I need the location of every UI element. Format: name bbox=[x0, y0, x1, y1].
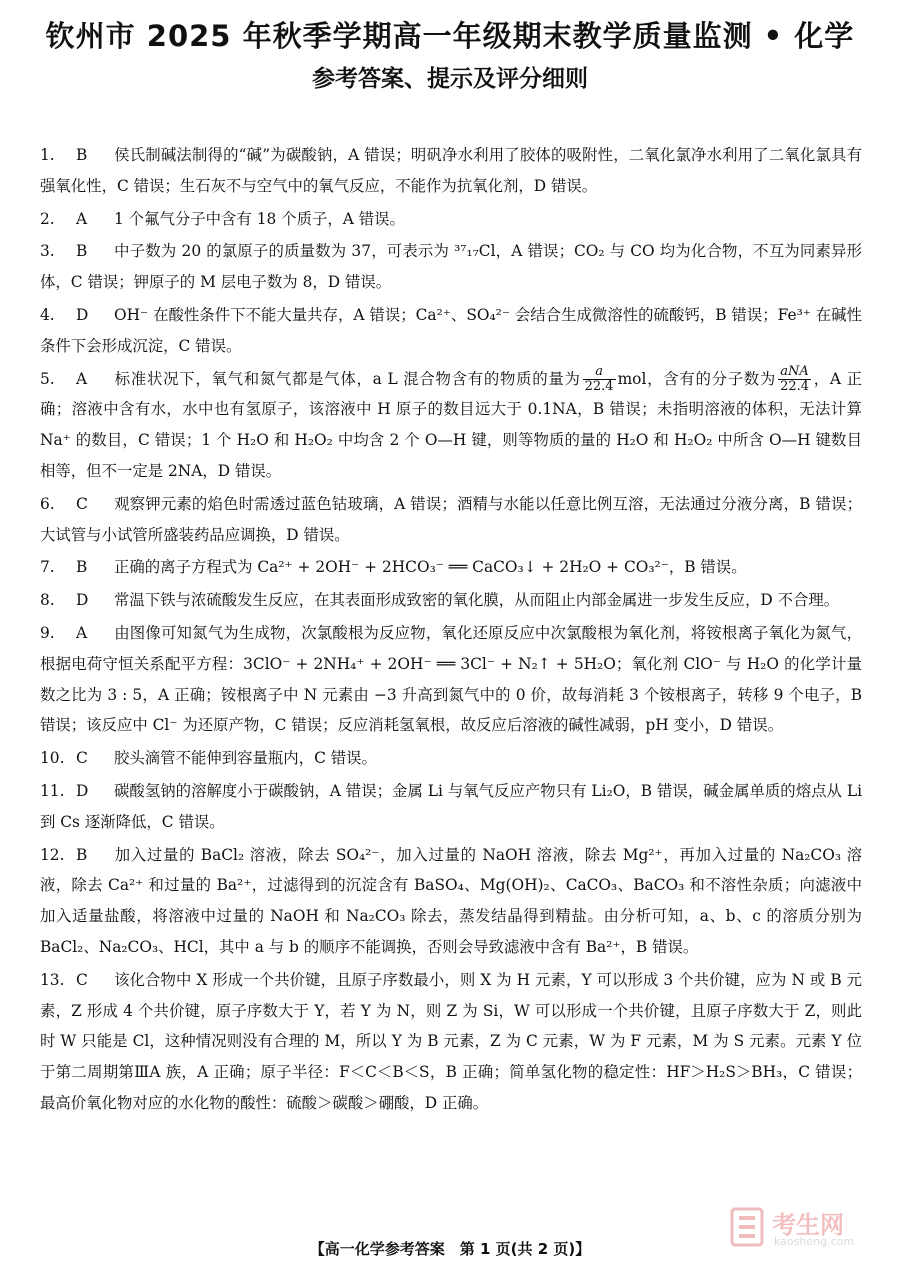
answer-item bbox=[40, 204, 862, 235]
item-number: 7. bbox=[40, 558, 55, 577]
answer-item bbox=[40, 236, 862, 298]
item-text: 加入过量的 BaCl₂ 溶液，除去 SO₄²⁻，加入过量的 NaOH 溶液，除去 Mg²⁺，再加入过量的 Na₂CO₃ 溶液，除去 Ca²⁺ 和过量的 Ba²⁺，过滤得到的沉淀含有 BaSO₄、Mg(OH)₂、CaCO₃、BaCO₃ 和不溶性杂质；向滤液中加入适量盐酸，将溶液中过量的 NaOH 和 Na₂CO₃ 除去，蒸发结晶得到精盐。由分析可知，a、b、c 的溶质分别为 BaCl₂、Na₂CO₃、HCl，其中 a 与 b 的顺序不能调换，否则会导致滤液中含有 Ba²⁺，B 错误。 bbox=[40, 845, 862, 956]
item-answer: C bbox=[76, 494, 88, 513]
item-number: 1. bbox=[40, 146, 55, 164]
item-number: 12. bbox=[40, 845, 65, 864]
answer-item bbox=[40, 140, 862, 202]
item-answer: A bbox=[76, 209, 88, 228]
item-number: 3. bbox=[40, 242, 55, 261]
answer-list bbox=[40, 140, 862, 1121]
answer-item bbox=[40, 840, 862, 963]
item-answer: B bbox=[76, 845, 88, 864]
item-number: 6. bbox=[40, 494, 55, 513]
fraction-denominator: 22.4 bbox=[780, 379, 810, 395]
answer-item bbox=[40, 585, 862, 616]
item-answer: C bbox=[76, 970, 88, 989]
fraction bbox=[778, 365, 811, 394]
answer-item bbox=[40, 300, 862, 362]
fraction-numerator: a bbox=[583, 365, 616, 380]
answer-item bbox=[40, 776, 862, 838]
item-text: 观察钾元素的焰色时需透过蓝色钴玻璃，A 错误；酒精与水能以任意比例互溶，无法通过分液分离，B 错误；大试管与小试管所盛装药品应调换，D 错误。 bbox=[40, 494, 862, 544]
watermark-text: 考生网 bbox=[772, 1211, 844, 1239]
item-text: 胶头滴管不能伸到容量瓶内，C 错误。 bbox=[114, 749, 377, 768]
item-text-after: ，A 正确；溶液中含有水，水中也有氢原子，该溶液中 H 原子的数目远大于 0.1NA，B 错误；未指明溶液的体积，无法计算 Na⁺ 的数目，C 错误；1 个 H₂O 和 H₂O₂ 中均含 2 个 O—H 键，则等物质的量的 H₂O 和 H₂O₂ 中所含 O—H 键数目相等，但不一定是 2NA，D 错误。 bbox=[40, 369, 862, 480]
fraction-denominator: 22.4 bbox=[584, 379, 614, 395]
answer-item bbox=[40, 965, 862, 1119]
item-text: 常温下铁与浓硫酸发生反应，在其表面形成致密的氧化膜，从而阻止内部金属进一步发生反应，D 不合理。 bbox=[114, 591, 840, 610]
item-answer: A bbox=[76, 369, 88, 388]
item-text: 正确的离子方程式为 Ca²⁺ + 2OH⁻ + 2HCO₃⁻ ══ CaCO₃↓ + 2H₂O + CO₃²⁻，B 错误。 bbox=[114, 558, 747, 577]
item-number: 13. bbox=[40, 970, 65, 989]
fraction bbox=[583, 365, 616, 394]
item-number: 5. bbox=[40, 369, 55, 388]
item-text: 碳酸氢钠的溶解度小于碳酸钠，A 错误；金属 Li 与氧气反应产物只有 Li₂O，B 错误，碱金属单质的熔点从 Li 到 Cs 逐渐降低，C 错误。 bbox=[40, 781, 862, 831]
answer-item bbox=[40, 743, 862, 774]
answer-item bbox=[40, 364, 862, 487]
page-footer: 【高一化学参考答案 第 1 页(共 2 页)】 bbox=[309, 1240, 591, 1258]
item-number: 11. bbox=[40, 781, 65, 800]
item-answer: D bbox=[76, 781, 89, 800]
item-number: 4. bbox=[40, 305, 55, 324]
item-answer: B bbox=[76, 558, 88, 577]
item-text-before: 标准状况下，氧气和氮气都是气体，a L 混合物含有的物质的量为 bbox=[114, 369, 581, 388]
item-answer: A bbox=[76, 623, 88, 642]
answer-item bbox=[40, 618, 862, 741]
answer-item bbox=[40, 489, 862, 551]
item-text: 该化合物中 X 形成一个共价键，且原子序数最小，则 X 为 H 元素，Y 可以形成 3 个共价键，应为 N 或 B 元素，Z 形成 4 个共价键，原子序数大于 Y，若 Y 为 N，则 Z 为 Si，W 可以形成一个共价键，且原子序数大于 Z，则此时 W 只能是 Cl，这种情况则没有合理的 M，所以 Y 为 B 元素，Z 为 C 元素，W 为 F 元素，M 为 S 元素。元素 Y 位于第二周期第ⅢA 族，A 正确；原子半径：F＜C＜B＜S，B 正确；简单氢化物的稳定性：HF＞H₂S＞BH₃，C 错误；最高价氧化物对应的水化物的酸性：硫酸＞碳酸＞硼酸，D 正确。 bbox=[40, 970, 862, 1112]
item-number: 8. bbox=[40, 591, 55, 610]
item-text: OH⁻ 在酸性条件下不能大量共存，A 错误；Ca²⁺、SO₄²⁻ 会结合生成微溶性的硫酸钙，B 错误；Fe³⁺ 在碱性条件下会形成沉淀，C 错误。 bbox=[40, 305, 862, 355]
item-text: 中子数为 20 的氯原子的质量数为 37，可表示为 ³⁷₁₇Cl，A 错误；CO₂ 与 CO 均为化合物，不互为同素异形体，C 错误；钾原子的 M 层电子数为 8，D 错误。 bbox=[40, 242, 862, 292]
item-number: 9. bbox=[40, 623, 55, 642]
item-answer: B bbox=[76, 242, 88, 261]
item-answer: D bbox=[76, 305, 89, 324]
item-text: 由图像可知氮气为生成物，次氯酸根为反应物，氧化还原反应中次氯酸根为氧化剂，将铵根离子氧化为氮气，根据电荷守恒关系配平方程：3ClO⁻ + 2NH₄⁺ + 2OH⁻ ══ 3Cl⁻ + N₂↑ + 5H₂O；氧化剂 ClO⁻ 与 H₂O 的化学计量数之比为 3 : 5，A 正确；铵根离子中 N 元素由 −3 升高到氮气中的 0 价，故每消耗 3 个铵根离子，转移 9 个电子，B 错误；该反应中 Cl⁻ 为还原产物，C 错误；反应消耗氢氧根，故反应后溶液的碱性减弱，pH 变小，D 错误。 bbox=[40, 623, 862, 735]
item-number: 2. bbox=[40, 209, 55, 228]
kaosheng-logo-icon bbox=[730, 1207, 764, 1247]
item-number: 10. bbox=[40, 749, 65, 768]
item-text: 1 个氟气分子中含有 18 个质子，A 错误。 bbox=[114, 209, 405, 228]
watermark-url: kaosheng.com bbox=[774, 1235, 855, 1248]
item-text-mid: mol，含有的分子数为 bbox=[617, 369, 777, 388]
item-answer: C bbox=[76, 749, 88, 768]
item-answer: D bbox=[76, 591, 89, 610]
fraction-numerator: aNA bbox=[778, 365, 811, 380]
watermark bbox=[730, 1203, 880, 1253]
page-subtitle: 参考答案、提示及评分细则 bbox=[312, 66, 588, 92]
item-answer: B bbox=[76, 146, 88, 164]
page-title: 钦州市 2025 年秋季学期高一年级期末教学质量监测 • 化学 bbox=[45, 19, 855, 53]
item-text: 侯氏制碱法制得的“碱”为碳酸钠，A 错误；明矾净水利用了胶体的吸附性，二氧化氯净水利用了二氧化氯具有强氧化性，C 错误；生石灰不与空气中的氧气反应，不能作为抗氧化剂，D 错误。 bbox=[40, 146, 862, 195]
answer-item bbox=[40, 552, 862, 583]
